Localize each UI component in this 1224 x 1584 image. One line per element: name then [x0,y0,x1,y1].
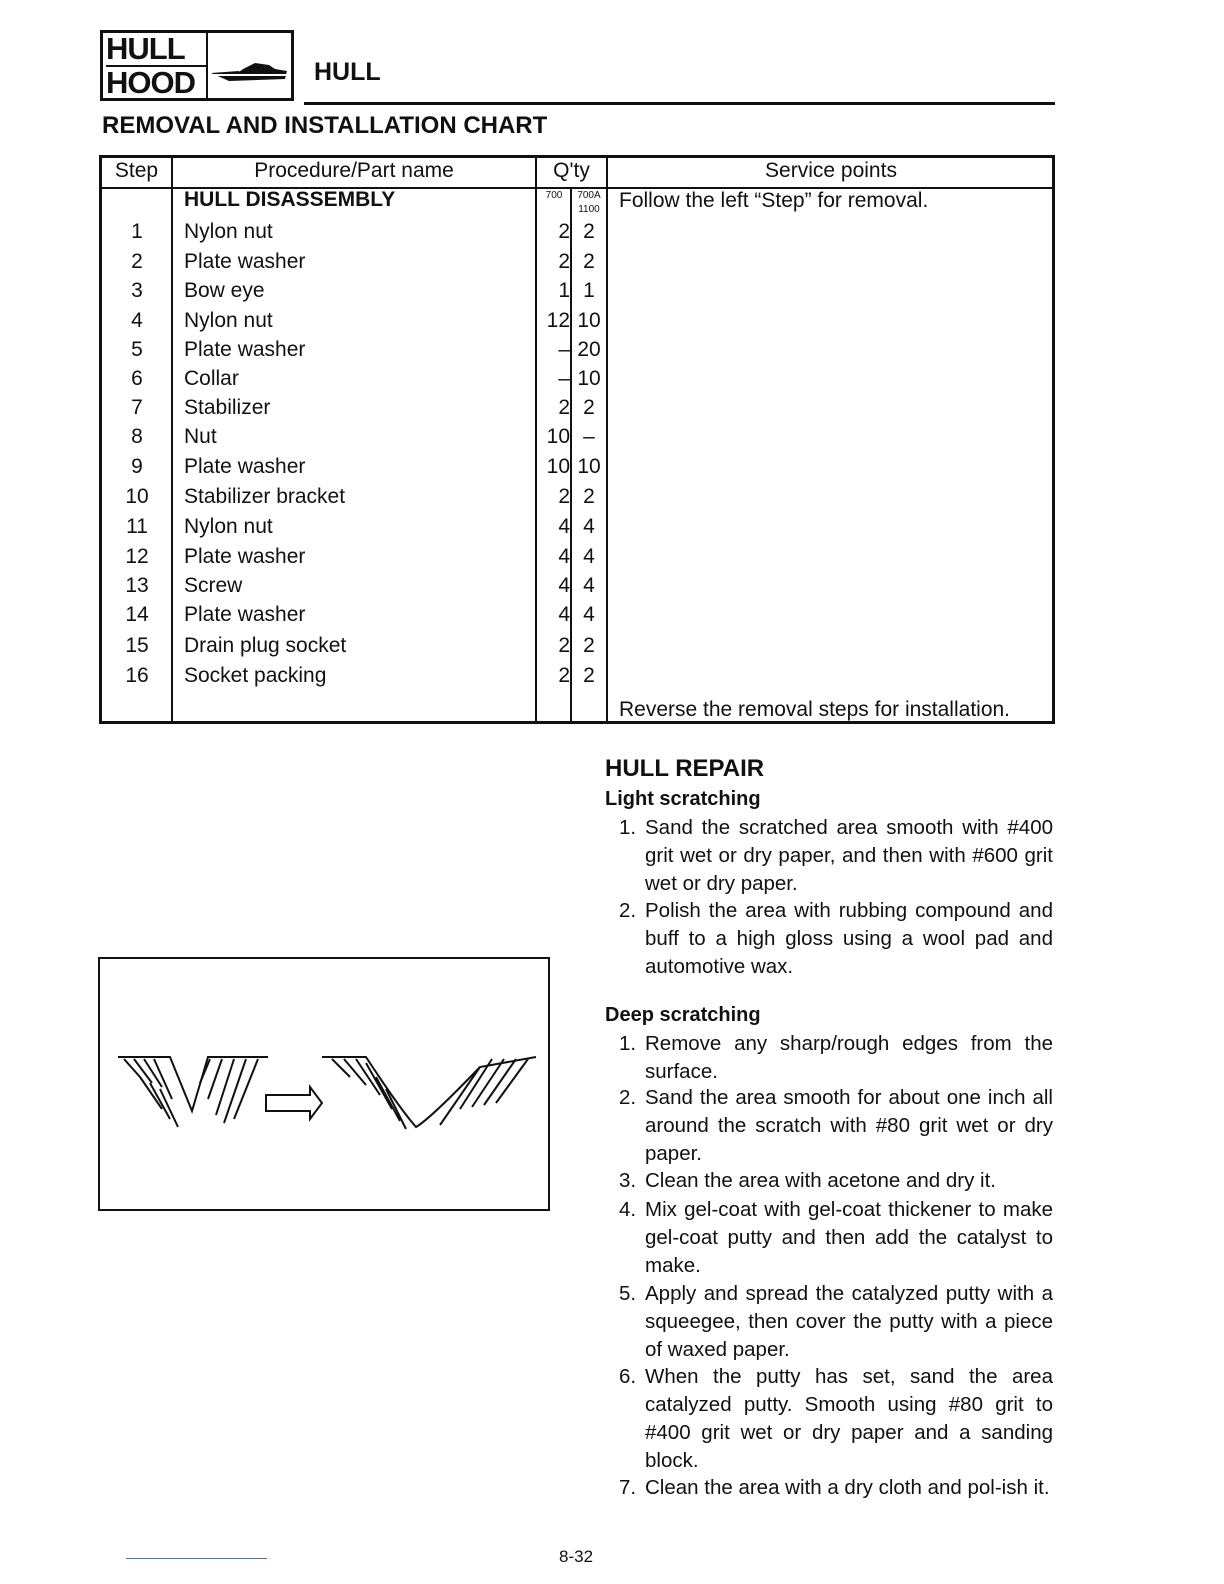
list-item-text: Apply and spread the catalyzed putty with a squeegee, then cover the putty with a piece of waxed paper. [645,1282,1053,1361]
table-row-qty-700: 10 [546,425,570,448]
table-row-part: Plate washer [184,455,306,478]
deep-scratching-title: Deep scratching [605,1004,761,1026]
list-item-text: Mix gel-coat with gel-coat thickener to make gel-coat putty and then add the catalyst to make. [645,1198,1053,1277]
arrow-right-icon [266,1087,322,1119]
table-row-qty-700a: 4 [583,574,595,597]
list-item [619,1167,1053,1195]
table-row-part: Plate washer [184,250,306,273]
watercraft-icon [209,51,289,91]
header-divider [304,102,1055,105]
table-row-step: 1 [131,220,143,243]
page-number: 8-32 [559,1547,594,1566]
table-row-qty-700a: 10 [577,455,601,478]
table-row-part: Collar [184,367,239,390]
list-item [619,897,1053,981]
bottom-divider [126,1558,267,1559]
header-qty: Q'ty [553,159,590,182]
list-item-text: When the putty has set, sand the area catalyzed putty. Smooth using #80 grit to #400 grit wet or dry paper and a sanding block. [645,1365,1053,1472]
table-row-step: 3 [131,279,143,302]
logo-line-hood: HOOD [106,65,195,100]
table-row-step: 5 [131,338,143,361]
table-row-qty-700: 2 [558,396,570,419]
list-item-text: Clean the area with a dry cloth and pol-ish it. [645,1476,1050,1499]
service-point-removal: Follow the left “Step” for removal. [619,189,929,212]
table-row-qty-700a: 2 [583,250,595,273]
table-row-qty-700: 2 [558,485,570,508]
list-item [619,814,1053,898]
table-row-qty-700: 2 [558,634,570,657]
table-row-step: 15 [125,634,149,657]
table-row-part: Nut [184,425,217,448]
list-item-number: 4. [619,1198,637,1221]
table-row-qty-700a: 2 [583,396,595,419]
header-step: Step [114,159,159,182]
table-row-step: 4 [131,309,143,332]
logo-line-hull: HULL [106,33,206,67]
table-row-qty-700a: 2 [583,220,595,243]
table-row-qty-700a: – [583,425,595,448]
table-divider [535,158,537,721]
header-service-points: Service points [765,159,897,182]
table-row-step: 7 [131,396,143,419]
list-item-number: 2. [619,899,637,922]
list-item [619,1084,1053,1168]
table-row-qty-700a: 4 [583,603,595,626]
removal-installation-table [99,155,1055,724]
list-item [619,1030,1053,1086]
table-row-part: Socket packing [184,664,327,687]
table-row-part: Stabilizer bracket [184,485,346,508]
list-item-text: Remove any sharp/rough edges from the surface. [645,1032,1053,1083]
table-row-qty-700a: 10 [577,367,601,390]
table-row-part: Nylon nut [184,515,273,538]
list-item-number: 2. [619,1086,637,1109]
table-row-step: 2 [131,250,143,273]
list-item-number: 5. [619,1282,637,1305]
list-item-text: Polish the area with rubbing compound and buff to a high gloss using a wool pad and automotive wax. [645,899,1053,978]
scratch-diagram [100,959,548,1209]
table-row-qty-700a: 2 [583,634,595,657]
table-row-part: Plate washer [184,545,306,568]
table-row-qty-700a: 2 [583,485,595,508]
table-row-part: Bow eye [184,279,265,302]
logo-text [106,33,208,98]
list-item [619,1363,1053,1475]
list-item [619,1196,1053,1280]
table-row-step: 10 [125,485,149,508]
group-title: HULL DISASSEMBLY [184,188,396,211]
list-item-text: Sand the scratched area smooth with #400 grit wet or dry paper, and then with #600 grit wet or dry paper. [645,816,1053,895]
table-row-step: 9 [131,455,143,478]
list-item-number: 1. [619,1032,637,1055]
table-row-qty-700: 2 [558,664,570,687]
list-item-number: 3. [619,1169,637,1192]
table-row-step: 12 [125,545,149,568]
chart-title: REMOVAL AND INSTALLATION CHART [102,112,548,139]
table-row-part: Nylon nut [184,220,273,243]
table-row-qty-700a: 20 [577,338,601,361]
table-row-qty-700: – [558,367,570,390]
scratch-repair-figure [98,957,550,1211]
table-row-qty-700: 10 [546,455,570,478]
table-row-part: Stabilizer [184,396,271,419]
list-item [619,1280,1053,1364]
model-700: 700 [545,190,563,201]
list-item [619,1474,1053,1502]
model-700a: 700A [577,190,601,201]
table-row-qty-700: 4 [558,603,570,626]
service-point-installation: Reverse the removal steps for installation. [619,698,1011,721]
table-divider [606,158,608,721]
table-row-qty-700a: 10 [577,309,601,332]
table-row-part: Drain plug socket [184,634,347,657]
table-row-step: 14 [125,603,149,626]
header-part-name: Procedure/Part name [254,159,454,182]
table-row-qty-700: 12 [546,309,570,332]
table-row-qty-700: 4 [558,545,570,568]
list-item-number: 6. [619,1365,637,1388]
table-row-qty-700a: 4 [583,515,595,538]
section-logo [100,30,294,101]
table-row-qty-700a: 4 [583,545,595,568]
table-row-step: 11 [126,515,148,538]
list-item-text: Clean the area with acetone and dry it. [645,1169,996,1192]
v-scratch-outline [118,1057,268,1111]
table-row-qty-700: 4 [558,515,570,538]
table-row-step: 8 [131,425,143,448]
light-scratching-title: Light scratching [605,788,761,810]
table-row-qty-700: 2 [558,220,570,243]
model-1100: 1100 [578,204,600,215]
table-row-qty-700: 4 [558,574,570,597]
section-title: HULL [314,58,381,86]
table-row-part: Nylon nut [184,309,273,332]
table-row-qty-700a: 1 [583,279,595,302]
hull-repair-title: HULL REPAIR [605,755,765,782]
table-row-part: Plate washer [184,603,306,626]
table-row-step: 16 [125,664,149,687]
table-row-part: Screw [184,574,243,597]
table-row-part: Plate washer [184,338,306,361]
table-row-qty-700a: 2 [583,664,595,687]
list-item-number: 1. [619,816,637,839]
table-row-step: 13 [125,574,149,597]
table-row-step: 6 [131,367,143,390]
table-row-qty-700: 1 [558,279,570,302]
table-row-qty-700: 2 [558,250,570,273]
list-item-text: Sand the area smooth for about one inch all around the scratch with #80 grit wet or dry paper. [645,1086,1053,1165]
list-item-number: 7. [619,1476,637,1499]
table-row-qty-700: – [558,338,570,361]
table-divider [570,187,572,721]
